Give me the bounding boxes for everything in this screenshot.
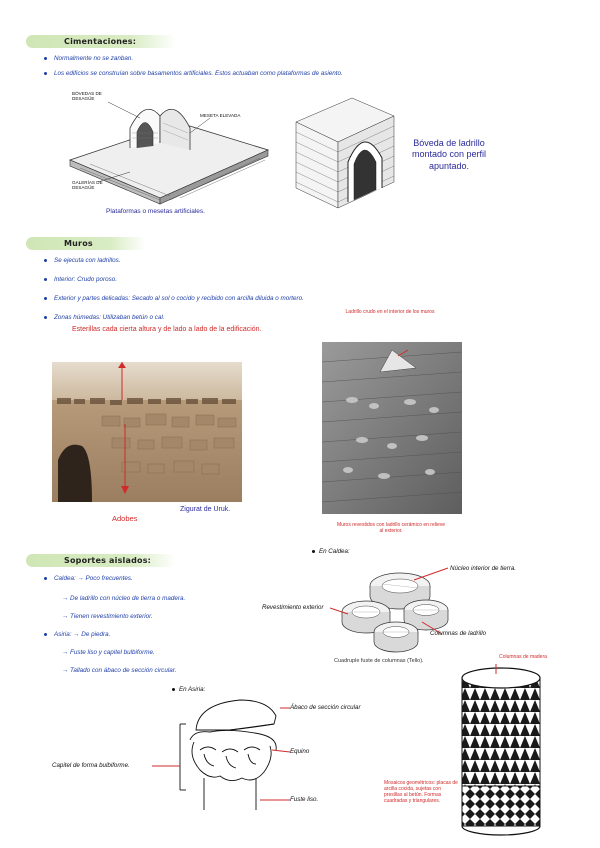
bullet-muros-3 <box>44 295 304 302</box>
caldea-columns-drawing <box>330 562 456 654</box>
bullet-text: Zonas húmedas: Utilizaban betún o cal. <box>54 314 165 321</box>
label-meseta: MESETA ELEVADA <box>200 113 241 118</box>
bullet-dot <box>312 550 315 553</box>
bullet-dot <box>44 577 47 580</box>
asiria-capital-drawing <box>150 694 290 810</box>
bullet-dot <box>44 72 47 75</box>
bullet-text: Los edificios se construían sobre basamentos artificiales. Estos actuaban como plataformas de asiento. <box>54 70 343 77</box>
bullet-text: Normalmente no se zanban. <box>54 55 134 62</box>
label-capitel: Capitel de forma bulbiforme. <box>52 762 130 769</box>
bullet-dot <box>44 316 47 319</box>
caption-zigurat: Zigurat de Uruk. <box>180 506 231 513</box>
section-title: Cimentaciones: <box>64 37 137 46</box>
label-ladrillo-crudo: Ladrillo crudo en el interior de los muros <box>345 309 435 315</box>
label-columnas-madera: Columnas de madera <box>499 654 547 660</box>
label-adobes: Adobes <box>112 514 138 523</box>
note-mosaicos: Mosaicos geométricos: placas de arcilla cocida, sujetas con presillas al betún. Formas cuadradas y triangulares. <box>384 780 458 804</box>
sub-bullet-caldea-1: → De ladrillo con núcleo de tierra o madera. <box>62 595 186 602</box>
bullet-dot <box>44 57 47 60</box>
bullet-soportes-caldea <box>44 575 133 582</box>
section-title: Soportes aislados: <box>64 556 152 565</box>
label-nucleo: Núcleo interior de tierra. <box>450 565 517 572</box>
bullet-dot <box>44 278 47 281</box>
section-title: Muros <box>64 239 93 248</box>
en-asiria-label <box>172 686 205 693</box>
relief-wall-photo <box>322 342 462 514</box>
caption-tello: Cuadruple fuste de columnas (Tello). <box>334 658 424 664</box>
note-esterillas: Esterillas cada cierta altura y de lado a lado de la edificación. <box>72 326 262 333</box>
en-caldea-text: En Caldea: <box>319 548 350 555</box>
label-equino: Equino <box>290 748 310 755</box>
bullet-muros-1 <box>44 257 121 264</box>
sub-bullet-asiria-2: → Tallado con ábaco de sección circular. <box>62 667 177 674</box>
bullet-muros-4 <box>44 314 165 321</box>
bullet-muros-2 <box>44 276 117 283</box>
label-fuste: Fuste liso. <box>290 796 319 803</box>
bullet-cimentaciones-2 <box>44 70 343 77</box>
sub-bullet-caldea-2: → Tienen revestimiento exterior. <box>62 613 153 620</box>
en-caldea-label <box>312 548 350 555</box>
caption-muros-revestidos: Muros revestidos con ladrillo cerámico en relieve al exterior. <box>336 522 446 534</box>
en-asiria-text: En Asiria: <box>179 686 206 693</box>
section-header-soportes <box>26 554 176 567</box>
mosaic-column-drawing <box>450 664 550 836</box>
bullet-soportes-asiria <box>44 631 110 638</box>
zigurat-photo <box>52 362 242 502</box>
caption-plataformas: Plataformas o mesetas artificiales. <box>106 208 205 215</box>
bullet-dot <box>44 259 47 262</box>
bullet-dot <box>44 633 47 636</box>
brick-vault-drawing <box>292 92 398 212</box>
label-bovedas: BÓVEDAS DE DESAGÜE <box>72 91 102 101</box>
section-header-muros <box>26 237 146 250</box>
label-columnas-ladrillo: Columnas de ladrillo <box>430 630 487 637</box>
sub-bullet-asiria-1: → Fuste liso y capitel bulbiforme. <box>62 649 155 656</box>
bullet-cimentaciones-1 <box>44 55 133 62</box>
caption-boveda: Bóveda de ladrillo montado con perfil apuntado. <box>411 138 487 171</box>
bullet-text: Asiria: → De piedra. <box>54 631 111 638</box>
label-galerias: GALERÍAS DE DESAGÜE <box>72 180 103 190</box>
label-revestimiento: Revestimiento exterior <box>262 604 324 611</box>
bullet-text: Interior: Crudo poroso. <box>54 276 117 283</box>
bullet-dot <box>172 688 175 691</box>
bullet-text: Caldea: → Poco frecuentes. <box>54 575 133 582</box>
label-abaco: Ábaco de sección circular <box>290 704 361 711</box>
bullet-dot <box>44 297 47 300</box>
section-header-cimentaciones <box>26 35 176 48</box>
bullet-text: Exterior y partes delicadas: Secado al sol o cocido y recibido con arcilla diluida o mortero. <box>54 295 304 302</box>
bullet-text: Se ejecuta con ladrillos. <box>54 257 121 264</box>
